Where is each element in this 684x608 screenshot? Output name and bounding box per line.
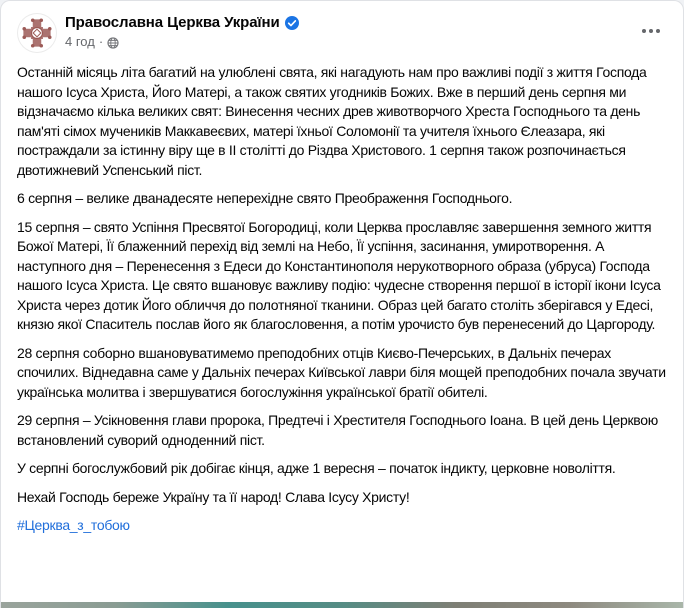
post-paragraph: 15 серпня – свято Успіння Пресвятої Богородиці, коли Церква прославляє завершення земного життя Божої Матері, Її блаженний перехід від землі на Небо, Її успіння, засинання, умиротворення. А наступного дня – Перенесення з Едеси до Константинополя нерукотворного образа (убруса) Господа нашого Ісуса Христа. Це свято вшановує важливу подію: чудесне створення першої в історії ікони Ісуса Христа через дотик Його обличчя до полотняної тканини. Образ цей багато століть зберігався у Едесі, князю якої Спаситель послав його як благословення, а потім урочисто був перенесений до Царгороду.: [17, 218, 661, 332]
post-text: [1, 61, 683, 536]
post-header: [1, 1, 683, 61]
name-row: [65, 13, 635, 32]
privacy-globe-icon: [107, 36, 119, 48]
header-info: [65, 13, 635, 50]
page-name-link[interactable]: Православна Церква України: [65, 14, 280, 31]
post-paragraph: У серпні богослужбовий рік добігає кінця, адже 1 вересня – початок індикту, церковне новоліття.: [17, 460, 616, 476]
ellipsis-icon: [642, 29, 660, 33]
post-paragraph: Нехай Господь береже Україну та її народ! Слава Ісусу Христу!: [17, 488, 410, 505]
hashtag-link[interactable]: #Церква_з_тобою: [17, 517, 130, 533]
page-avatar[interactable]: [17, 13, 57, 53]
verified-badge-icon: [285, 16, 299, 30]
meta-row: [65, 33, 635, 50]
post-paragraph: 6 серпня – велике дванадесяте неперехідне свято Преображення Господнього.: [17, 190, 513, 206]
post-paragraph: Останній місяць літа багатий на улюблені свята, які нагадують нам про важливі події з життя Господа нашого Ісуса Христа, Його Матері, а також святих угодників Божих. Вже в перший день серпня ми відзначаємо кілька великих свят: Винесення чесних древ животворчого Хреста Господнього та день пам'яті сімох мучеників Маккавеєвих, матері їхньої Соломонії та учителя їхнього Єлеазара, які постраждали за істинну віру ще в ІІ столітті до Різдва Христового. 1 серпня також розпочинається двотижневий Успенський піст.: [17, 64, 647, 178]
post-paragraph: 29 серпня – Усікновення глави пророка, Предтечі і Хрестителя Господнього Іоана. В цей день Церквою встановлений суворий одноденний піст.: [17, 412, 658, 448]
more-options-button[interactable]: [635, 15, 667, 47]
post-paragraph: 28 серпня соборно вшановуватимемо преподобних отців Києво-Печерських, в Дальніх печерах спочилих. Віднедавна саме у Дальніх печерах Київської лаври біля мощей преподобних почала звучати українська молитва і звершуватися богослужіння української братії обителі.: [17, 344, 666, 400]
attached-photo-top-edge[interactable]: [1, 602, 683, 608]
church-cross-emblem-icon: [20, 16, 54, 50]
post-timestamp[interactable]: 4 год: [65, 34, 95, 49]
meta-separator: ·: [98, 34, 104, 49]
